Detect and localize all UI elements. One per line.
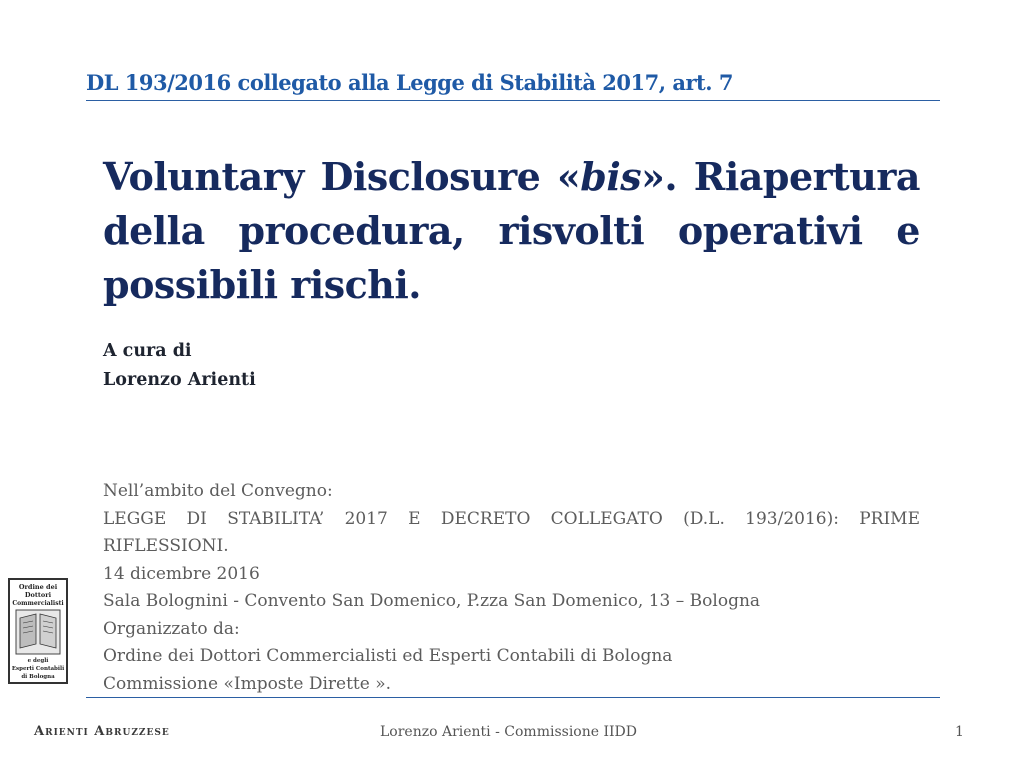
conference-title-line-1: LEGGE DI STABILITA’ 2017 E DECRETO COLLEGATO (D.L. 193/2016): PRIME <box>103 508 920 529</box>
slide-main-title <box>103 150 920 312</box>
header-divider <box>86 100 940 101</box>
conference-info <box>103 478 920 698</box>
commission-name: Commissione «Imposte Dirette ». <box>103 673 392 694</box>
footer-divider <box>86 697 940 698</box>
svg-text:e degli: e degli <box>27 658 49 664</box>
svg-text:di Bologna: di Bologna <box>21 674 55 680</box>
svg-text:Dottori: Dottori <box>24 591 52 599</box>
svg-text:Commercialisti: Commercialisti <box>12 600 64 607</box>
conference-date: 14 dicembre 2016 <box>103 563 260 584</box>
title-italic-bis: bis <box>580 154 642 199</box>
conference-title <box>103 506 920 561</box>
organized-by-label: Organizzato da: <box>103 618 240 639</box>
svg-text:Esperti Contabili: Esperti Contabili <box>11 666 65 672</box>
page-number: 1 <box>955 724 964 740</box>
slide-header-title: DL 193/2016 collegato alla Legge di Stabilità 2017, art. 7 <box>86 70 733 95</box>
author-name: Lorenzo Arienti <box>103 370 256 390</box>
svg-text:Ordine dei: Ordine dei <box>18 583 58 591</box>
footer-author-text: Lorenzo Arienti - Commissione IIDD <box>380 724 637 740</box>
organizer-name: Ordine dei Dottori Commercialisti ed Esperti Contabili di Bologna <box>103 646 673 666</box>
conference-intro: Nell’ambito del Convegno: <box>103 481 333 501</box>
footer-brand-logo: Arienti Abruzzese <box>34 724 170 739</box>
conference-title-line-2: RIFLESSIONI. <box>103 536 229 556</box>
title-part-2: ». Riapertura della procedura, risvolti operativi e possibili rischi. <box>103 154 920 307</box>
author-label: A cura di <box>103 341 192 361</box>
ordine-logo-icon <box>8 578 68 684</box>
conference-location: Sala Bolognini - Convento San Domenico, P.zza San Domenico, 13 – Bologna <box>103 591 761 611</box>
title-part-1: Voluntary Disclosure « <box>103 154 581 199</box>
